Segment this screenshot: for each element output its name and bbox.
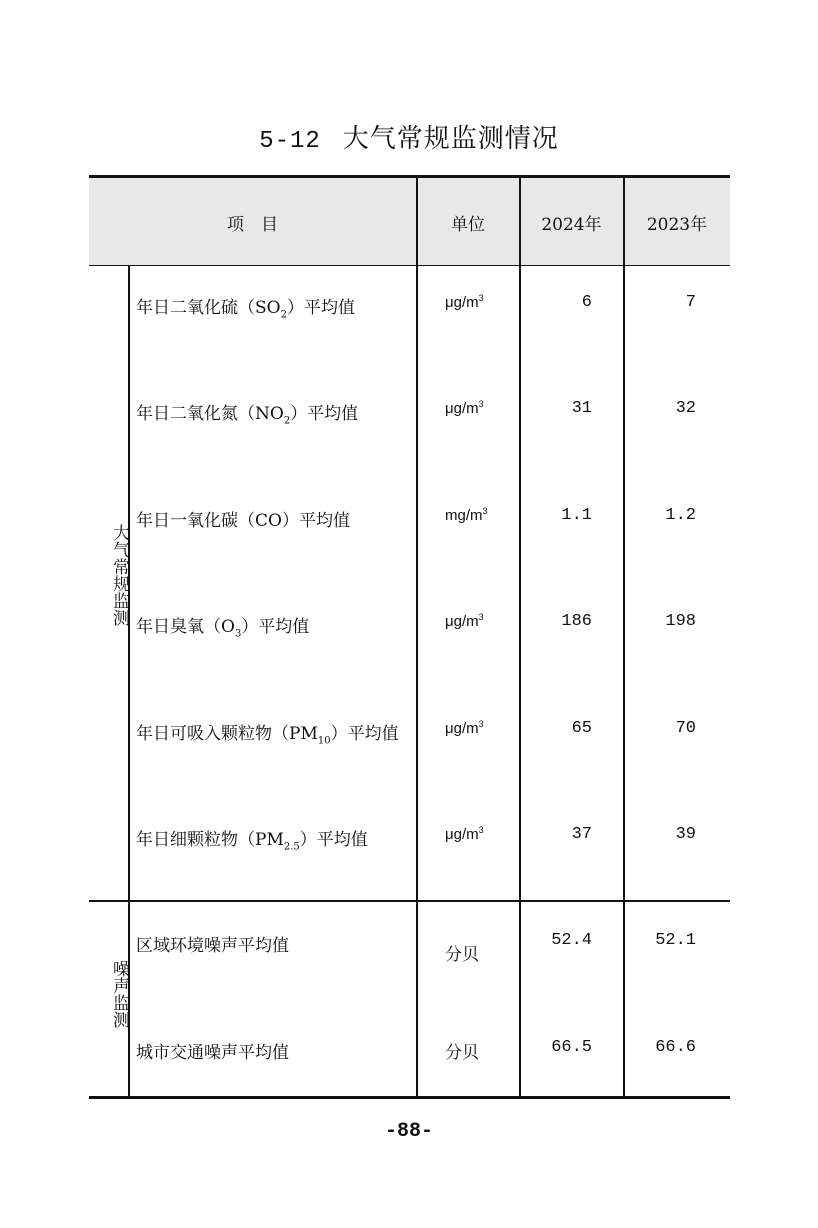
item-name-subscript: 3 — [234, 628, 242, 640]
item-name-subscript: 2 — [283, 415, 291, 427]
value-2024: 65 — [571, 719, 592, 738]
section-divider — [89, 900, 730, 902]
item-name-suffix: ）平均值 — [330, 724, 399, 744]
value-2024: 186 — [561, 612, 592, 631]
table-number: 5-12 — [259, 128, 321, 155]
data-table — [89, 175, 730, 1099]
value-2024: 31 — [571, 399, 592, 418]
value-2023: 7 — [685, 293, 696, 312]
item-name — [136, 825, 368, 852]
unit-text: 分贝 — [445, 1043, 479, 1063]
item-name-text: 年日细颗粒物（PM — [136, 830, 284, 850]
item-name-subscript: 2.5 — [283, 841, 300, 853]
item-name-text: 年日可吸入颗粒物（PM — [136, 724, 318, 744]
unit-cell — [445, 1038, 479, 1063]
group-label-noise: 噪声监测 — [109, 960, 129, 1028]
item-name — [136, 293, 355, 320]
unit-cell — [445, 719, 484, 737]
value-2023: 70 — [675, 719, 696, 738]
value-2023: 32 — [675, 399, 696, 418]
unit-superscript: 3 — [478, 293, 484, 303]
unit-cell — [445, 612, 484, 630]
column-divider — [519, 178, 521, 1099]
unit-superscript: 3 — [478, 612, 484, 622]
group-label-air: 大气常规监测 — [109, 524, 129, 626]
page-number: -88- — [384, 1120, 433, 1143]
item-name-text: 区域环境噪声平均值 — [136, 936, 289, 956]
item-name — [136, 506, 350, 531]
header-year-2023: 2023年 — [646, 215, 708, 235]
header-unit: 单位 — [451, 215, 485, 235]
unit-text: mg/m — [445, 507, 483, 524]
unit-text: μg/m — [445, 613, 479, 630]
unit-cell — [445, 506, 488, 524]
item-name-suffix: ）平均值 — [241, 617, 310, 637]
item-name-text: 年日臭氧（O — [136, 617, 235, 637]
value-2024: 66.5 — [551, 1038, 592, 1057]
item-name-subscript: 10 — [317, 735, 331, 747]
header-item: 项 目 — [227, 215, 278, 235]
value-2023: 52.1 — [655, 931, 696, 950]
item-name — [136, 1038, 289, 1063]
value-2023: 1.2 — [665, 506, 696, 525]
table-title: 大气常规监测情况 — [342, 124, 559, 154]
value-2023: 39 — [675, 825, 696, 844]
value-2024: 37 — [571, 825, 592, 844]
unit-cell — [445, 399, 484, 417]
value-2023: 66.6 — [655, 1038, 696, 1057]
value-2024: 52.4 — [551, 931, 592, 950]
unit-superscript: 3 — [478, 825, 484, 835]
unit-text: μg/m — [445, 400, 479, 417]
item-name-text: 年日一氧化碳（CO）平均值 — [136, 511, 350, 531]
unit-text: μg/m — [445, 720, 479, 737]
unit-text: μg/m — [445, 294, 479, 311]
unit-cell — [445, 293, 484, 311]
item-name-text: 年日二氧化硫（SO — [136, 298, 281, 318]
value-2024: 6 — [581, 293, 592, 312]
page-title — [0, 118, 818, 155]
unit-superscript: 3 — [478, 399, 484, 409]
item-name — [136, 399, 358, 426]
value-2024: 1.1 — [561, 506, 592, 525]
item-name-subscript: 2 — [280, 309, 287, 321]
item-name-text: 城市交通噪声平均值 — [136, 1043, 289, 1063]
unit-text: 分贝 — [445, 945, 479, 965]
item-name-suffix: ）平均值 — [290, 404, 359, 424]
item-name — [136, 612, 309, 639]
column-divider — [623, 178, 625, 1099]
unit-cell — [445, 825, 484, 843]
item-name-text: 年日二氧化氮（NO — [136, 404, 284, 424]
unit-cell — [445, 940, 479, 965]
unit-text: μg/m — [445, 826, 479, 843]
column-divider — [416, 178, 418, 1099]
unit-superscript: 3 — [478, 719, 484, 729]
header-year-2024: 2024年 — [541, 215, 602, 235]
item-name — [136, 931, 289, 956]
item-name-suffix: ）平均值 — [299, 830, 368, 850]
unit-superscript: 3 — [482, 506, 488, 516]
item-name-suffix: ）平均值 — [286, 298, 355, 318]
item-name — [136, 719, 399, 746]
value-2023: 198 — [665, 612, 696, 631]
